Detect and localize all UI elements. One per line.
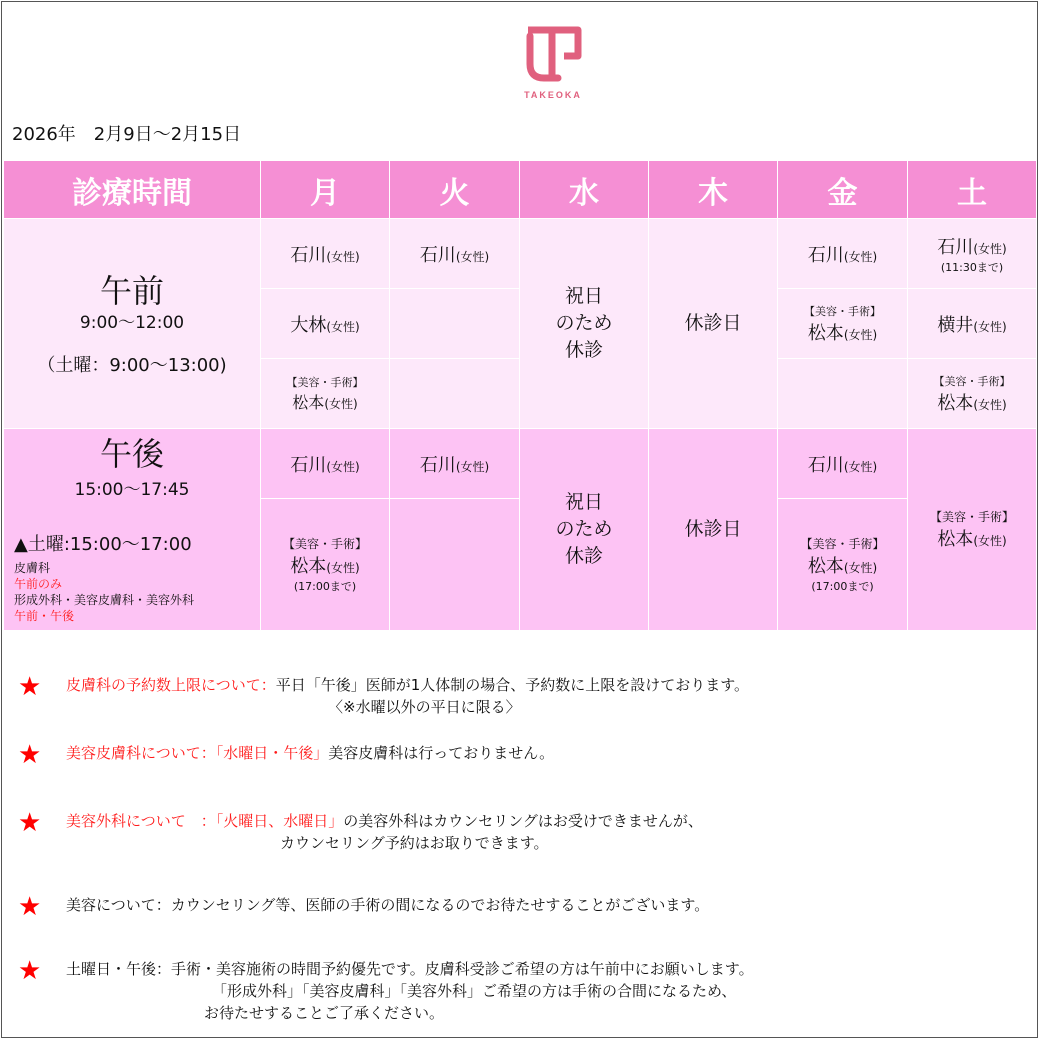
logo-text: TAKEOKA bbox=[524, 90, 582, 100]
header-day-fri: 金 bbox=[778, 161, 908, 219]
tue-am-doctor-1: 石川(女性) bbox=[390, 219, 520, 289]
note-text: 美容について：カウンセリング等、医師の手術の間になるのでお待たせすることがございます。 bbox=[66, 896, 710, 914]
header-day-thu: 木 bbox=[649, 161, 778, 219]
mon-am-doctor-3: 【美容・手術】 松本(女性) bbox=[261, 359, 390, 429]
note-cont-2: お待たせすることご了承ください。 bbox=[204, 1004, 445, 1022]
clinic-logo bbox=[518, 24, 588, 114]
mon-am-doctor-2: 大林(女性) bbox=[261, 289, 390, 359]
afternoon-title: 午後 bbox=[99, 434, 164, 473]
note-cont: カウンセリング予約はお取りできます。 bbox=[280, 834, 549, 852]
morning-row-1 bbox=[4, 219, 1037, 289]
star-icon: ★ bbox=[18, 956, 42, 986]
note-cont: 「形成外科」「美容皮膚科」「美容外科」ご希望の方は手術の合間になるため、 bbox=[212, 982, 737, 1000]
fri-am-doctor-2: 【美容・手術】 松本(女性) bbox=[778, 289, 908, 359]
tue-pm-empty-2 bbox=[390, 499, 520, 631]
thu-am-closed: 休診日 bbox=[649, 219, 778, 429]
sat-am-doctor-3: 【美容・手術】 松本(女性) bbox=[908, 359, 1037, 429]
note-text: 美容皮膚科は行っておりません。 bbox=[328, 744, 555, 762]
afternoon-row-1 bbox=[4, 429, 1037, 499]
note-cont: 〈※水曜以外の平日に限る〉 bbox=[328, 698, 521, 716]
tue-pm-doctor-1: 石川(女性) bbox=[390, 429, 520, 499]
thu-pm-closed: 休診日 bbox=[649, 429, 778, 631]
afternoon-time-cell bbox=[4, 429, 261, 631]
fri-am-empty-3 bbox=[778, 359, 908, 429]
dept-others-time: 午前・午後 bbox=[14, 608, 75, 623]
mon-am-doctor-1: 石川(女性) bbox=[261, 219, 390, 289]
schedule-table bbox=[3, 160, 1037, 631]
morning-time-cell bbox=[4, 219, 261, 429]
takeoka-logo-icon bbox=[522, 24, 584, 86]
header-row bbox=[4, 161, 1037, 219]
wed-pm-closed: 祝日 のため 休診 bbox=[520, 429, 649, 631]
tue-am-empty-2 bbox=[390, 289, 520, 359]
note-label: 美容外科について ：「火曜日、水曜日」 bbox=[66, 812, 344, 830]
header-day-tue: 火 bbox=[390, 161, 520, 219]
fri-pm-doctor-2: 【美容・手術】 松本(女性) (17:00まで) bbox=[778, 499, 908, 631]
morning-sat-hours: （土曜：9:00～13:00) bbox=[37, 354, 227, 376]
note-label: 皮膚科の予約数上限について： bbox=[66, 676, 276, 694]
sat-am-doctor-1: 石川(女性) (11:30まで) bbox=[908, 219, 1037, 289]
morning-hours: 9:00～12:00 bbox=[79, 312, 185, 333]
dept-others: 形成外科・美容皮膚科・美容外科 bbox=[14, 592, 195, 607]
header-time: 診療時間 bbox=[4, 161, 261, 219]
star-icon: ★ bbox=[18, 892, 42, 922]
sat-am-doctor-2: 横井(女性) bbox=[908, 289, 1037, 359]
note-text: 平日「午後」医師が1人体制の場合、予約数に上限を設けております。 bbox=[275, 676, 750, 694]
star-icon: ★ bbox=[18, 808, 42, 838]
afternoon-sat-hours: ▲土曜:15:00～17:00 bbox=[14, 533, 192, 555]
mon-pm-doctor-1: 石川(女性) bbox=[261, 429, 390, 499]
fri-pm-doctor-1: 石川(女性) bbox=[778, 429, 908, 499]
morning-title: 午前 bbox=[99, 271, 164, 310]
wed-am-closed: 祝日 のため 休診 bbox=[520, 219, 649, 429]
note-text: 土曜日・午後：手術・美容施術の時間予約優先です。皮膚科受診ご希望の方は午前中にお願いします。 bbox=[66, 960, 754, 978]
header-day-mon: 月 bbox=[261, 161, 390, 219]
header-day-wed: 水 bbox=[520, 161, 649, 219]
week-date-range: 2026年 2月9日～2月15日 bbox=[12, 124, 242, 145]
mon-pm-doctor-2: 【美容・手術】 松本(女性) (17:00まで) bbox=[261, 499, 390, 631]
tue-am-empty-3 bbox=[390, 359, 520, 429]
fri-am-doctor-1: 石川(女性) bbox=[778, 219, 908, 289]
star-icon: ★ bbox=[18, 672, 42, 702]
dept-dermatology: 皮膚科 bbox=[14, 560, 51, 575]
star-icon: ★ bbox=[18, 740, 42, 770]
note-label: 美容皮膚科について：「水曜日・午後」 bbox=[66, 744, 329, 762]
dept-dermatology-time: 午前のみ bbox=[14, 576, 63, 591]
sat-pm-doctor-1: 【美容・手術】 松本(女性) bbox=[908, 429, 1037, 631]
header-day-sat: 土 bbox=[908, 161, 1037, 219]
afternoon-hours: 15:00～17:45 bbox=[74, 479, 190, 500]
note-text: の美容外科はカウンセリングはお受けできませんが、 bbox=[343, 812, 703, 830]
